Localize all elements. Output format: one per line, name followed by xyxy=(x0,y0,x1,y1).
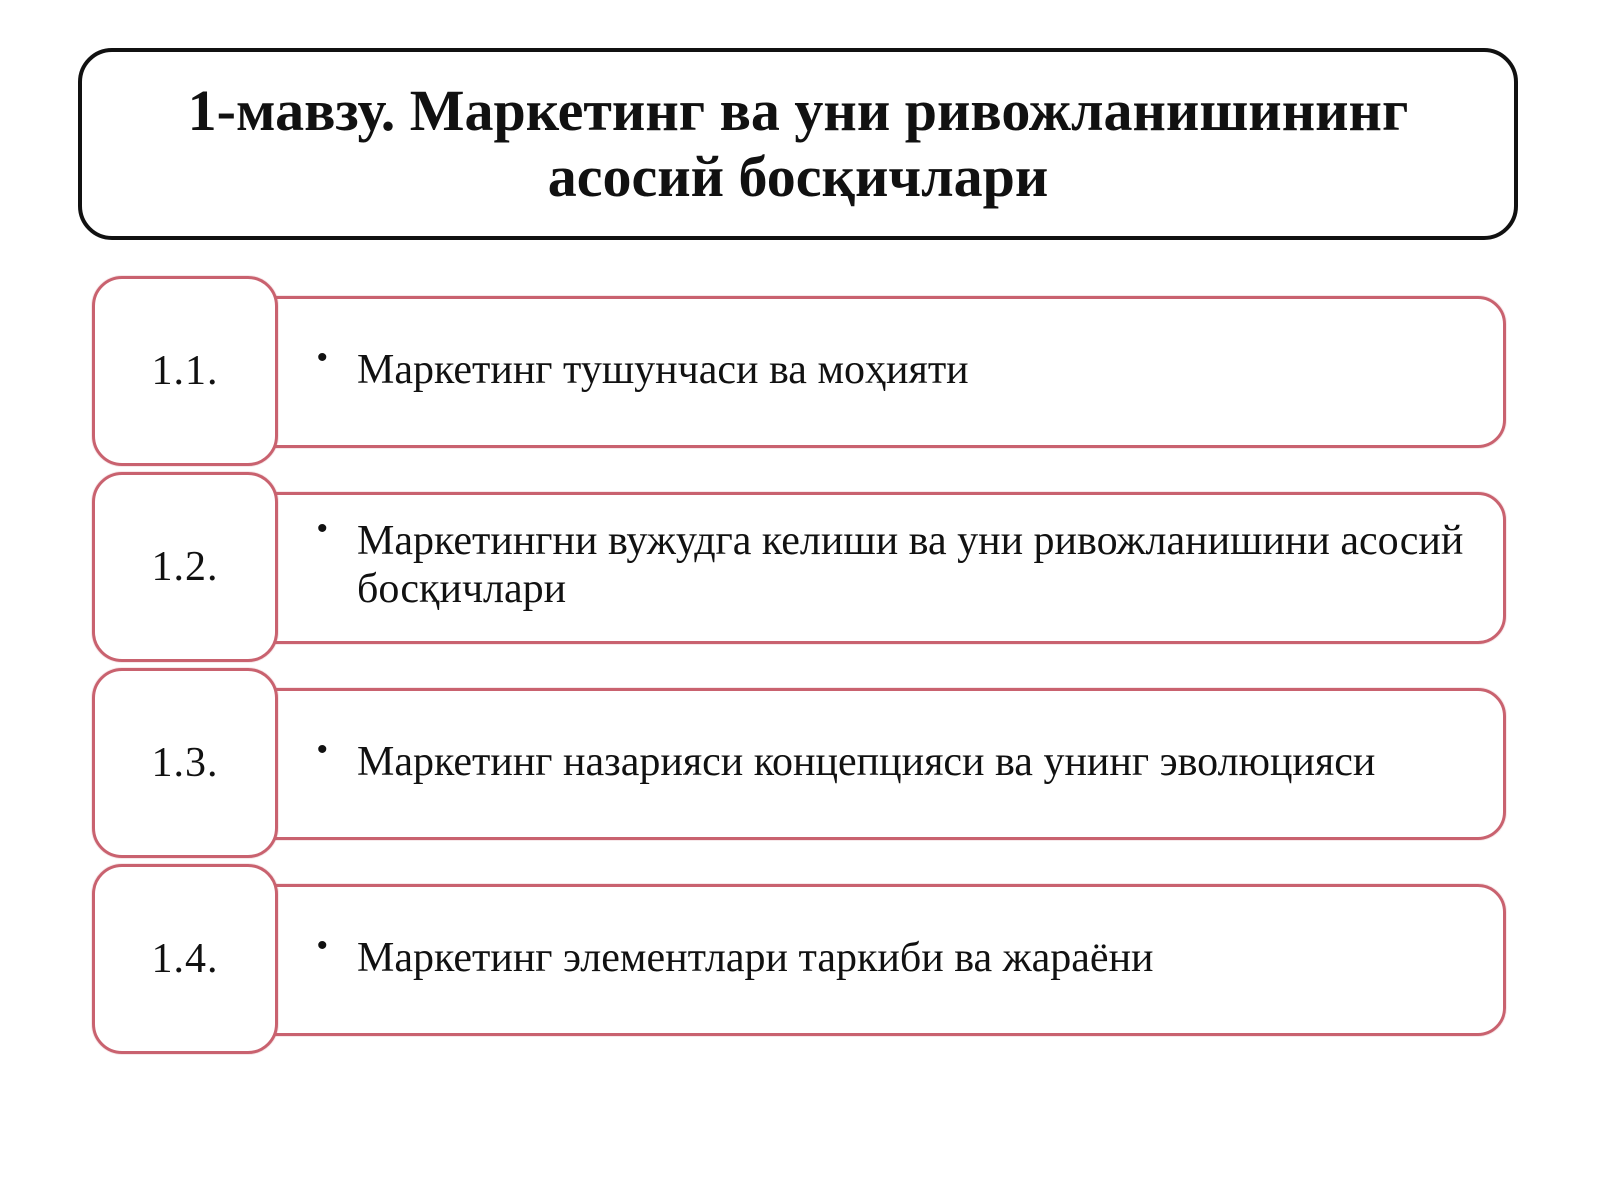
topic-text: Маркетинг элементлари таркиби ва жараёни xyxy=(357,935,1154,981)
topic-text: Маркетингни вужудга келиши ва уни ривожланишини асосий босқичлари xyxy=(357,518,1464,612)
topic-text-wrap xyxy=(317,929,1467,982)
topic-number: 1.3. xyxy=(151,740,219,786)
topic-number-box xyxy=(92,472,278,662)
topic-row-4 xyxy=(92,864,1508,1054)
topic-text-wrap xyxy=(317,512,1467,613)
topic-row-1 xyxy=(92,276,1508,466)
bullet-icon: • xyxy=(317,929,328,962)
topic-text-wrap xyxy=(317,733,1467,786)
topic-number-box xyxy=(92,276,278,466)
topic-number: 1.1. xyxy=(151,348,219,394)
topic-number: 1.2. xyxy=(151,544,219,590)
topic-row-2 xyxy=(92,472,1508,662)
bullet-icon: • xyxy=(317,733,328,766)
topic-text: Маркетинг назарияси концепцияси ва унинг эволюцияси xyxy=(357,739,1376,785)
page-title: 1-мавзу. Маркетинг ва уни ривожланишининг асосий босқичлари xyxy=(187,78,1409,209)
bullet-icon: • xyxy=(317,512,328,545)
topic-text: Маркетинг тушунчаси ва моҳияти xyxy=(357,347,969,393)
bullet-icon: • xyxy=(317,341,328,374)
topic-row-3 xyxy=(92,668,1508,858)
topic-number-box xyxy=(92,668,278,858)
topic-number: 1.4. xyxy=(151,936,219,982)
topic-text-wrap xyxy=(317,341,1467,394)
topic-number-box xyxy=(92,864,278,1054)
